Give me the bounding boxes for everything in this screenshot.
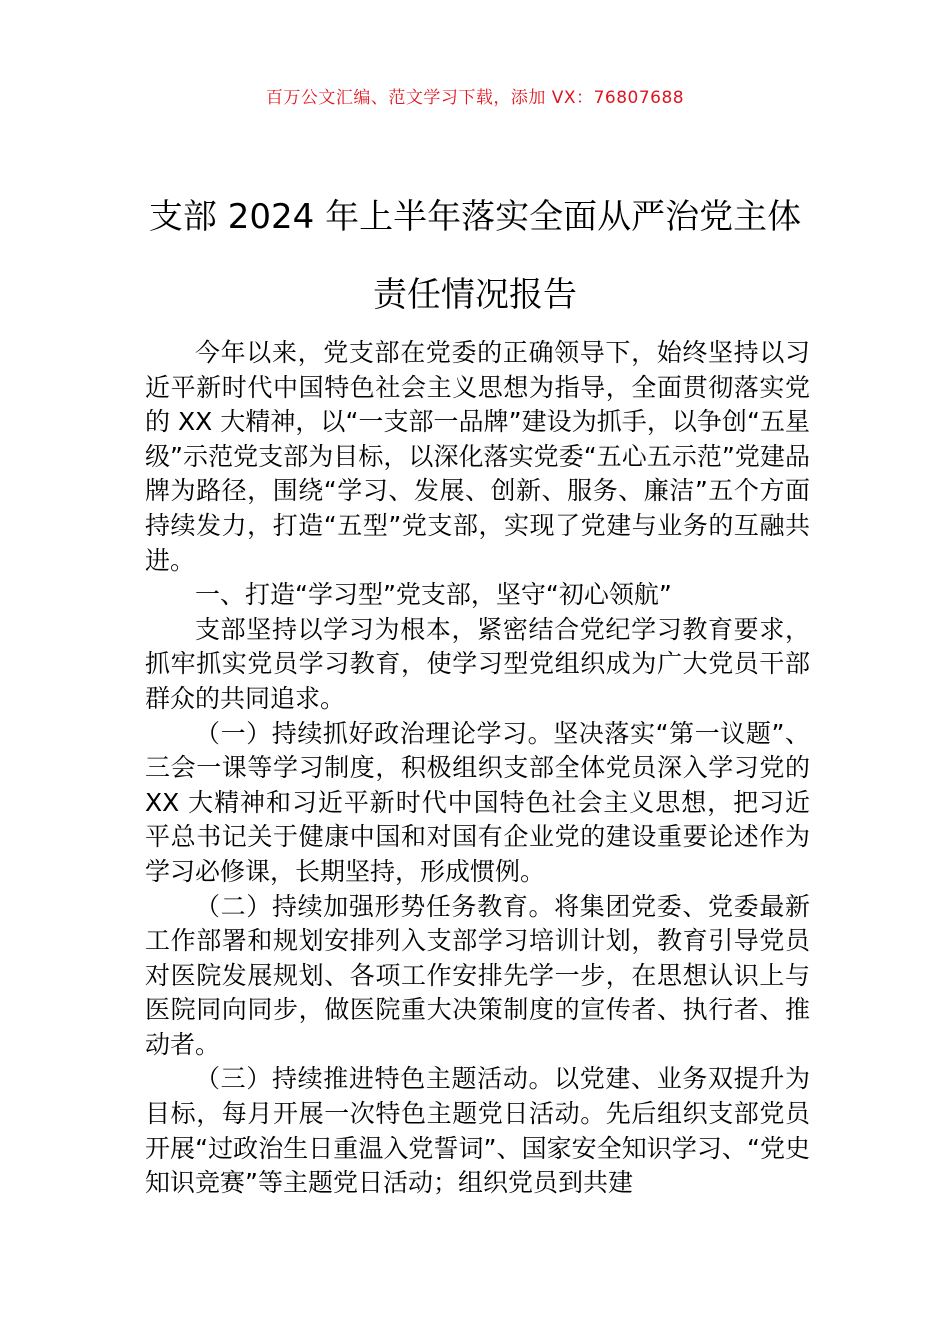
intro-paragraph: 今年以来，党支部在党委的正确领导下，始终坚持以习近平新时代中国特色社会主义思想为指导，全面贯彻落实党的 XX 大精神，以“一支部一品牌”建设为抓手，以争创“五星级”示范党支部为目标，以深化落实党委“五心五示范”党建品牌为路径，围绕“学习、发展、创新、服务、廉洁”五个方面持续发力，打造“五型”党支部，实现了党建与业务的互融共进。: [145, 338, 810, 575]
watermark-notice: 百万公文汇编、范文学习下载，添加 VX：76807688: [265, 88, 685, 108]
section-1-intro: 支部坚持以学习为根本，紧密结合党纪学习教育要求，抓牢抓实党员学习教育，使学习型党组织成为广大党员干部群众的共同追求。: [145, 614, 810, 713]
title-line-2: 责任情况报告: [373, 275, 577, 315]
document-body: [145, 336, 810, 1201]
item-2-paragraph: （二）持续加强形势任务教育。将集团党委、党委最新工作部署和规划安排列入支部学习培训计划，教育引导党员对医院发展规划、各项工作安排先学一步，在思想认识上与医院同向同步，做医院重大决策制度的宣传者、执行者、推动者。: [145, 891, 810, 1059]
document-title: [100, 178, 850, 334]
item-1-paragraph: （一）持续抓好政治理论学习。坚决落实“第一议题”、三会一课等学习制度，积极组织支部全体党员深入学习党的 XX 大精神和习近平新时代中国特色社会主义思想，把习近平总书记关于健康中国和对国有企业党的建设重要论述作为学习必修课，长期坚持，形成惯例。: [145, 718, 810, 886]
title-line-1: 支部 2024 年上半年落实全面从严治党主体: [148, 197, 802, 237]
section-1-heading: 一、打造“学习型”党支部，坚守“初心领航”: [195, 580, 672, 610]
item-3-paragraph: （三）持续推进特色主题活动。以党建、业务双提升为目标，每月开展一次特色主题党日活动。先后组织支部党员开展“过政治生日重温入党誓词”、国家安全知识学习、“党史知识竞赛”等主题党日活动；组织党员到共建: [145, 1064, 810, 1198]
